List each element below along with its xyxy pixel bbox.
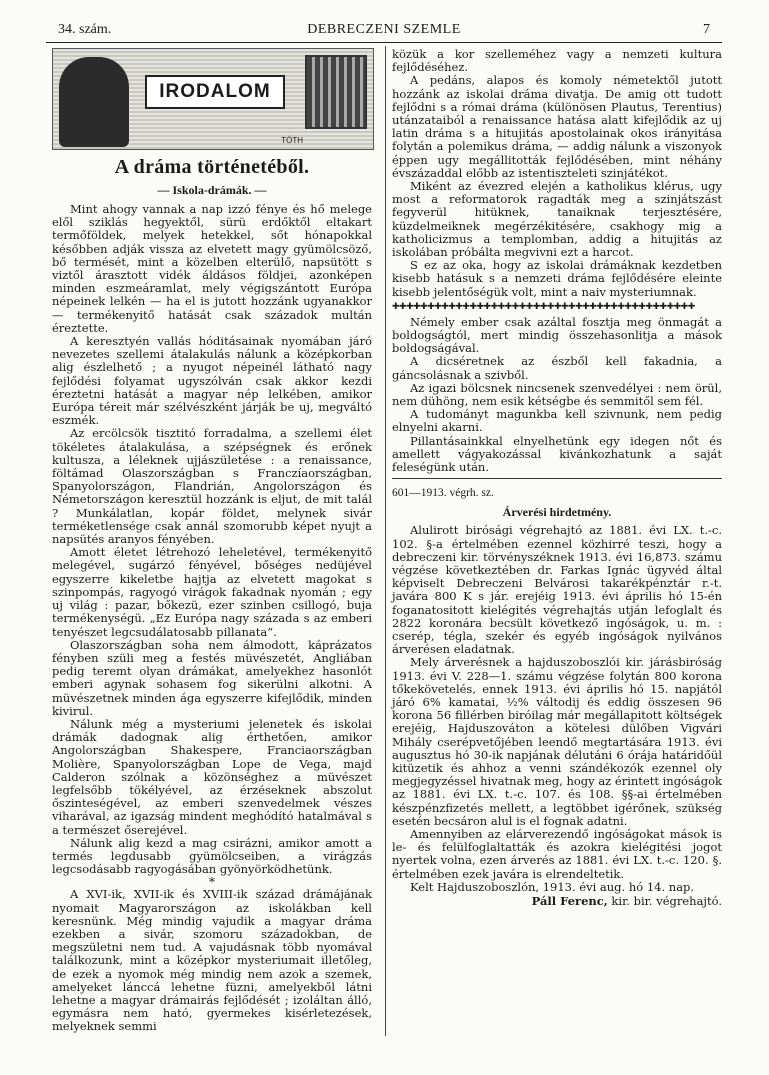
article-paragraph: Miként az évezred elején a katholikus klérus, ugy most a reformatorok ragadták meg a szinjátszást fegyverül hitüknek, tanaiknak terjesztésére, küzdelmeiknek megérzékitésére, csakhogy mig a katholicizmus a templomban, addig a hitujitás az iskolában próbálta megvivni ezt a harcot.: [392, 179, 722, 260]
article-paragraph: Nálunk alig kezd a mag csirázni, amikor amott a termés legdusabb gyümölcseiben, a virágzás legcsodásabb ragyogásában gyönyörködhetünk.: [52, 835, 372, 877]
page-number: 7: [703, 22, 710, 37]
aphorism: A dicséretnek az észből kell fakadnia, a gáncsolásnak a szivből.: [392, 354, 722, 382]
article-paragraph: Mint ahogy vannak a nap izzó fénye és hő melege elől sziklás hegyektől, sürü erdőktől eltakart termőföldek, melyek hetekkel, sőt hónapokkal későbben adják vissza az elvetett magy gyümölcsöző, bő termését, mint a közelben elterülő, napsütött s viztől árasztott vidék áldásos földjei, azonképen minden eszmeáramlat, mely végigszántott Európa népeinek lelkén — ha el is jutott hozzánk ugyanakkor — termékenyitő hatását csak századok multán éreztette.: [52, 202, 372, 335]
literature-vignette: [52, 48, 374, 150]
notice-reference: 601—1913. végrh. sz.: [392, 487, 494, 500]
section-rule: [392, 478, 722, 479]
article-paragraph: S ez az oka, hogy az iskolai drámáknak kezdetben kisebb hatásuk s a nemzeti dráma fejlődésére eleinte kisebb jelentőségük volt, mint a naiv mysteriumnak.: [392, 258, 722, 299]
article-paragraph: Olaszországban soha nem álmodott, káprázatos fényben szüli meg a festés müvészetét, Angliában pedig teremt olyan drámákat, amelyekhez hasonlót emberi agynak sohasem fog sikerülni alkotni. A müvészetnek minden ága egyszerre kifejlődik, minden kivirul.: [52, 637, 372, 718]
bookshelf-illustration: [305, 55, 367, 129]
article-paragraph: Amott életet létrehozó leheletével, termékenyitő melegével, sugárzó fényével, bőséges nedüjével egyszerre kikeletbe hajtja az elvetett magokat s szinpompás, ragyogó virágok fakadnak nyomán ; egy uj világ : pazar, bőkezü, ezer szinben csillogó, buja termékenységü. „Ez Európa nagy százada s az emberi tenyészet legcsudálatosabb pillanata“.: [52, 545, 372, 639]
aphorism: Némely ember csak azáltal fosztja meg önmagát a boldogságtól, mert mindig összehasonlitja a mások boldogságával.: [392, 314, 722, 356]
article-paragraph: A XVI-ik, XVII-ik és XVIII-ik század drámájának nyomait Magyarországon az iskolákban kell keresnünk. Még mindig vajudik a magyar dráma ezekben a sivár, szomoru századokban, de megszületni nem tud. A vajudásnak több nyomával találkozunk, mint a középkor mysteriumait illetőleg, de ezek a nyomok még mindig nem azok a szemek, amelyeket lánccá lehetne füzni, amelyekből látni lehetne a magyar drámairás fejlődését ; izoláltan álló, egymásra nem ható, gyermekes kisérletezések, melyeknek semmi: [52, 887, 372, 1034]
article-paragraph: A pedáns, alapos és komoly németektől jutott hozzánk az iskolai dráma divatja. De amig ott tudott fejlődni s a római dráma (különösen Plautus, Terentius) utánzataiból a renaissance hatása alatt kifejlődik az uj latin dráma s a hitujitás apostolainak okos irányitása folytán a polemikus dráma, — addig nálunk a viszonyok éppen ugy megállitották fejlődésében, mint néhány évszázaddal előbb az istentiszteleti szinjátékot.: [392, 73, 722, 180]
article-paragraph: A keresztyén vallás hóditásainak nyomában járó nevezetes szellemi átalakulás nálunk a középkorban alig észlelhető ; a nyugot népeinél látható nagy fejlődési folyamat ugyszólván csak akkor kezdi éreztetni hatását a magyar nép lelkében, amikor Európa téreit már szélvészként járják be uj, megváltó eszmék.: [52, 334, 372, 428]
article-paragraph: Nálunk még a mysteriumi jelenetek és iskolai drámák dadognak alig érthetően, amikor Angolországban Shakespere, Franciaországban Molière, Spanyolországban Lope de Vega, majd Calderon szólnak a közönséghez a müvészet legfelsőbb tökélyével, az érzéseknek abszolut őszinteségével, az emberi szenvedelmek vészes viharával, az igazság mindent meghódító hatalmával s a természet őserejével.: [52, 716, 372, 837]
notice-paragraph: Alulirott birósági végrehajtó az 1881. évi LX. t.-c. 102. §-a értelmében ezennel közhirré teszi, hogy a debreczeni kir. törvényszéknek 1913. évi 16,873. számu végzése következtében dr. Farkas Ignác ügyvéd által képviselt Debreczeni Belvárosi takarékpénztár r.-t. javára 800 K s jár. erejéig 1913. évi április hó 15-én foganatositott kielégités végrehajtás utján lefoglalt és 2822 koronára becsült következő ingóságok, u. m. : cserép, tégla, szekér és egyéb ingóságok nyilvános árverésen eladatnak.: [392, 523, 722, 657]
notice-paragraph: Kelt Hajduszoboszlón, 1913. évi aug. hó 14. nap.: [410, 879, 695, 894]
column-divider: [385, 46, 386, 1036]
issue-number: 34. szám.: [58, 22, 112, 37]
notice-signature: [392, 894, 722, 908]
masthead: [46, 20, 722, 43]
aphorism: Az igazi bölcsnek nincsenek szenvedélyei : nem örül, nem dühöng, nem esik kétségbe és semmitől sem fél.: [392, 380, 722, 409]
reading-man-illustration: [59, 57, 129, 147]
section-banner: IRODALOM: [145, 75, 285, 109]
notice-paragraph: Amennyiben az elárverezendő ingóságokat mások is le- és felülfoglaltatták és azokra kielégitési jogot nyertek volna, ezen árverés az 1881. évi LX. t.-c. 120. §. értelmében ezek javára is elrendeltetik.: [392, 826, 722, 881]
notice-title: Árverési hirdetmény.: [502, 505, 612, 520]
article-title: A dráma történetéből.: [114, 156, 310, 178]
signer-name: Páll Ferenc,: [531, 893, 608, 908]
right-column: [392, 48, 722, 908]
aphorism: Pillantásainkkal elnyelhetünk egy idegen nőt és amellett vágyakozással kivánkozhatunk a saját feleségünk után.: [392, 433, 722, 475]
notice-paragraph: Mely árverésnek a hajduszoboszlói kir. járásbiróság 1913. évi V. 228—1. számu végzése folytán 800 korona tőkekövetelés, ennek 1913. évi április hó 15. napjától járó 6% kamatai, ½% váltodij és eddig összesen 96 korona 56 fillérben biróilag már megállapitott költségek erejéig, Hajduszováton a kötelesi dülőben Vigvári Mihály cserépvetőjében leendő megtartására 1913. évi augusztus hó 30-ik napjának délutáni 6 órája határidőül kitüzetik és ahhoz a venni szándékozók ezennel oly megjegyzéssel hivatnak meg, hogy az érintett ingóságok az 1881. évi LX. t.-c. 107. és 108. §§-ai értelmében készpénzfizetés mellett, a legtöbbet igérőnek, szükség esetén becsáron alul is el fognak adatni.: [392, 655, 722, 828]
ornamental-divider: ✚✚✚✚✚✚✚✚✚✚✚✚✚✚✚✚✚✚✚✚✚✚✚✚✚✚✚✚✚✚✚✚✚✚✚✚✚✚✚✚✚✚✚: [392, 301, 695, 312]
section-break-star: *: [209, 875, 215, 890]
journal-title: DEBRECZENI SZEMLE: [307, 22, 461, 37]
article-paragraph: közük a kor szelleméhez vagy a nemzeti kultura fejlődéséhez.: [392, 47, 722, 75]
artist-signature: TÓTH: [281, 136, 303, 145]
signer-title: kir. bir. végrehajtó.: [611, 893, 722, 908]
aphorism: A tudományt magunkba kell szivnunk, nem pedig elnyelni akarni.: [392, 407, 722, 435]
article-paragraph: Az ercölcsök tisztitó forradalma, a szellemi élet tökéletes átalakulása, a szépségnek és erőnek kultusza, a léleknek ujjászületése : a renaissance, föltámad Olaszországban s Franczíaországban, Spanyolországon, Flandrián, Angolországon és Németországon keresztül hozzánk is eljut, de mit talál ? Munkálatlan, kopár földet, melynek sivár terméketlensége csak annál szomorubb képet nyujt a napsütés aranyos fényében.: [52, 426, 372, 547]
article-subtitle: — Iskola-drámák. —: [157, 183, 267, 197]
left-column: [52, 48, 372, 1034]
